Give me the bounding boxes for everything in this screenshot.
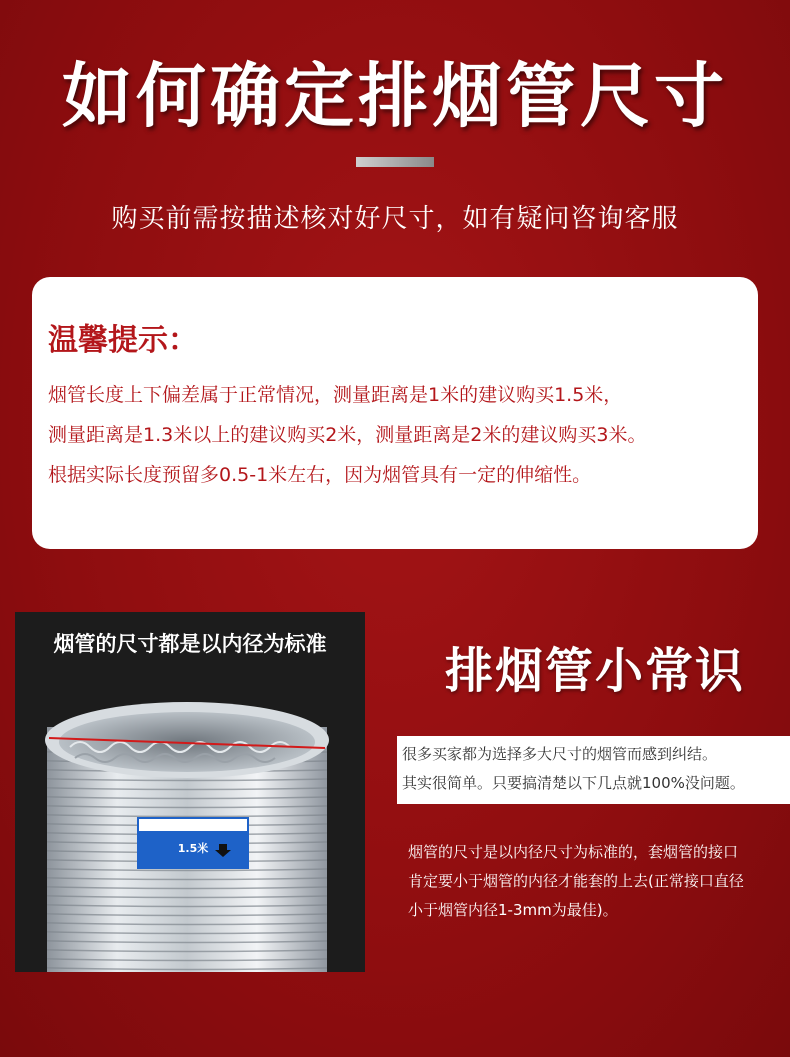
detail-line: 小于烟管内径1-3mm为最佳)。 [408,901,618,919]
label-size-text: 1.5米 [177,842,209,855]
detail-line: 烟管的尺寸是以内径尺寸为标准的，套烟管的接口 [408,843,739,861]
knowledge-title: 排烟管小常识 [444,643,745,699]
tip-body [48,375,748,495]
page-title: 如何确定排烟管尺寸 [62,55,728,137]
tip-line: 烟管长度上下偏差属于正常情况，测量距离是1米的建议购买1.5米， [48,384,623,406]
tip-card [32,277,758,549]
note-line: 很多买家都为选择多大尺寸的烟管而感到纠结。 [402,745,718,763]
detail-line: 肯定要小于烟管的内径才能套的上去(正常接口直径 [408,872,744,890]
note-box [397,736,790,804]
photo-caption: 烟管的尺寸都是以内径为标准 [53,632,327,656]
tip-heading: 温馨提示： [48,323,198,358]
duct-photo [15,612,365,972]
title-divider [356,157,434,167]
knowledge-detail [408,838,788,925]
tip-line: 测量距离是1.3米以上的建议购买2米，测量距离是2米的建议购买3米。 [48,424,647,446]
aluminum-duct-image [15,612,365,972]
note-line: 其实很简单。只要搞清楚以下几点就100%没问题。 [402,774,745,792]
tip-line: 根据实际长度预留多0.5-1米左右，因为烟管具有一定的伸缩性。 [48,464,592,486]
page-subtitle: 购买前需按描述核对好尺寸，如有疑问咨询客服 [111,204,679,234]
